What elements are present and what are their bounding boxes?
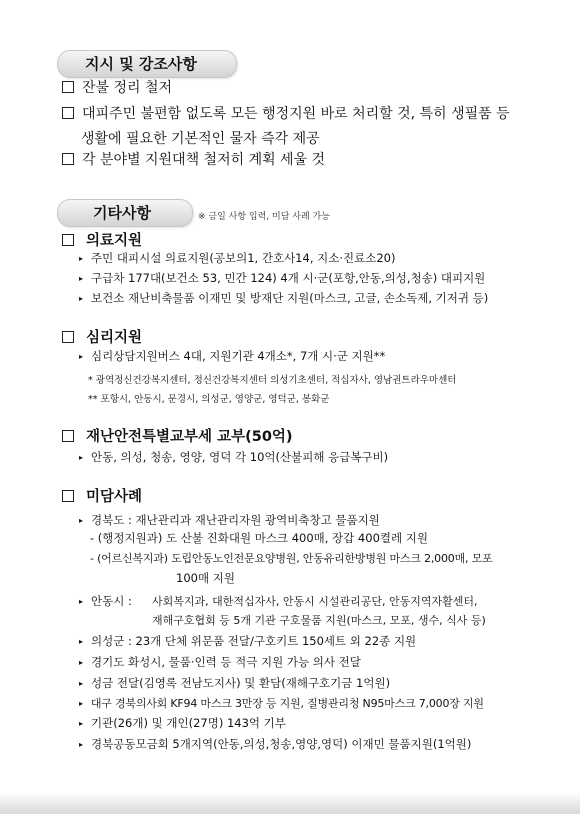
triangle-bullet-icon: ▸ [79, 637, 84, 646]
checkbox-icon [62, 107, 74, 119]
medical-bullet-2 [79, 270, 485, 286]
stories-bullet-8-text: 경북공동모금회 5개지역(안동,의성,청송,영양,영덕) 이재민 물품지원(1억원) [91, 737, 472, 751]
checkbox-icon [62, 430, 74, 442]
stories-bullet-4 [79, 654, 361, 670]
stories-b1-sub2-cont: 100매 지원 [176, 571, 235, 585]
instruction-item-2-text: 대피주민 불편함 없도록 모든 행정지원 바로 처리할 것, 특히 생필품 등 [82, 106, 510, 122]
stories-bullet-2-label: 안동시 : [91, 594, 132, 608]
triangle-bullet-icon: ▸ [79, 658, 84, 667]
triangle-bullet-icon: ▸ [79, 699, 83, 708]
stories-b1-sub2: - (어르신복지과) 도립안동노인전문요양병원, 안동유리한방병원 마스크 2,000매, 모포 [90, 552, 493, 565]
instruction-item-2 [62, 103, 510, 126]
psych-bullet [79, 348, 385, 364]
psych-note-1: * 광역정신건강복지센터, 정신건강복지센터 의성기초센터, 적십자사, 영남권트라우마센터 [88, 375, 457, 386]
instruction-item-1-text: 잔불 정리 철저 [82, 80, 173, 96]
tax-title [62, 425, 293, 446]
triangle-bullet-icon: ▸ [79, 274, 84, 283]
medical-bullet-3-text: 보건소 재난비축물품 이재민 및 방재단 지원(마스크, 고글, 손소독제, 기저귀 등) [91, 291, 489, 305]
stories-bullet-7 [79, 715, 286, 731]
stories-bullet-5 [79, 675, 390, 691]
tax-bullet [79, 449, 388, 465]
stories-bullet-3 [79, 633, 416, 649]
other-note: ※ 금일 사항 입력, 미담 사례 가능 [198, 212, 330, 222]
stories-bullet-6-text: 대구 경북의사회 KF94 마스크 3만장 등 지원, 질병관리청 N95마스크 7,000장 지원 [90, 697, 484, 710]
stories-b2-line1: 사회복지과, 대한적십자사, 안동시 시설관리공단, 안동지역자활센터, [152, 595, 478, 608]
instruction-item-1 [62, 77, 172, 100]
triangle-bullet-icon: ▸ [79, 597, 84, 606]
stories-bullet-6 [79, 695, 484, 711]
instructions-header: 지시 및 강조사항 [85, 55, 197, 73]
instruction-item-3-text: 각 분야별 지원대책 철저히 계획 세울 것 [82, 152, 326, 168]
medical-bullet-1-text: 주민 대피시설 의료지원(공보의1, 간호사14, 지소·진료소20) [91, 251, 396, 265]
triangle-bullet-icon: ▸ [79, 719, 84, 728]
stories-title [62, 485, 142, 506]
stories-title-text: 미담사례 [86, 489, 143, 505]
stories-bullet-1 [79, 512, 380, 528]
stories-bullet-7-text: 기관(26개) 및 개인(27명) 143억 기부 [91, 716, 286, 730]
stories-b2-line2: 재해구호협회 등 5개 기관 구호물품 지원(마스크, 모포, 생수, 식사 등) [152, 614, 486, 627]
medical-bullet-3 [79, 290, 488, 306]
stories-bullet-4-text: 경기도 화성시, 물품·인력 등 적극 지원 가능 의사 전달 [91, 655, 361, 669]
triangle-bullet-icon: ▸ [79, 254, 84, 263]
checkbox-icon [62, 331, 74, 343]
checkbox-icon [62, 81, 74, 93]
tax-title-text: 재난안전특별교부세 교부(50억) [86, 429, 293, 445]
medical-title-text: 의료지원 [86, 233, 143, 249]
instruction-item-3 [62, 149, 325, 172]
psych-title-text: 심리지원 [86, 330, 143, 346]
triangle-bullet-icon: ▸ [79, 294, 84, 303]
psych-note-2: ** 포항시, 안동시, 문경시, 의성군, 영양군, 영덕군, 봉화군 [88, 394, 330, 405]
stories-b1-sub1: - (행정지원과) 도 산불 진화대원 마스크 400매, 장갑 400켤레 지원 [90, 531, 428, 545]
tax-bullet-text: 안동, 의성, 청송, 영양, 영덕 각 10억(산불피해 응급복구비) [91, 450, 389, 464]
triangle-bullet-icon: ▸ [79, 516, 84, 525]
triangle-bullet-icon: ▸ [79, 453, 84, 462]
instruction-item-2-cont: 생활에 필요한 기본적인 물자 즉각 제공 [81, 131, 320, 147]
checkbox-icon [62, 153, 74, 165]
triangle-bullet-icon: ▸ [79, 740, 84, 749]
medical-title [62, 229, 142, 250]
stories-bullet-1-text: 경북도 : 재난관리과 재난관리자원 광역비축창고 물품지원 [91, 513, 380, 527]
page-bottom-shadow [0, 792, 580, 814]
medical-bullet-2-text: 구급차 177대(보건소 53, 민간 124) 4개 시·군(포항,안동,의성,청송) 대피지원 [91, 271, 486, 285]
psych-bullet-text: 심리상담지원버스 4대, 지원기관 4개소*, 7개 시·군 지원** [91, 349, 386, 363]
psych-title [62, 326, 142, 347]
stories-bullet-8 [79, 736, 471, 752]
medical-bullet-1 [79, 250, 395, 266]
checkbox-icon [62, 490, 74, 502]
triangle-bullet-icon: ▸ [79, 352, 84, 361]
stories-bullet-2 [79, 593, 132, 609]
stories-bullet-5-text: 성금 전달(김영록 전남도지사) 및 환담(재해구호기금 1억원) [91, 676, 391, 690]
triangle-bullet-icon: ▸ [79, 679, 84, 688]
checkbox-icon [62, 234, 74, 246]
stories-bullet-3-text: 의성군 : 23개 단체 위문품 전달/구호키트 150세트 외 22종 지원 [91, 634, 417, 648]
other-header: 기타사항 [93, 204, 151, 222]
